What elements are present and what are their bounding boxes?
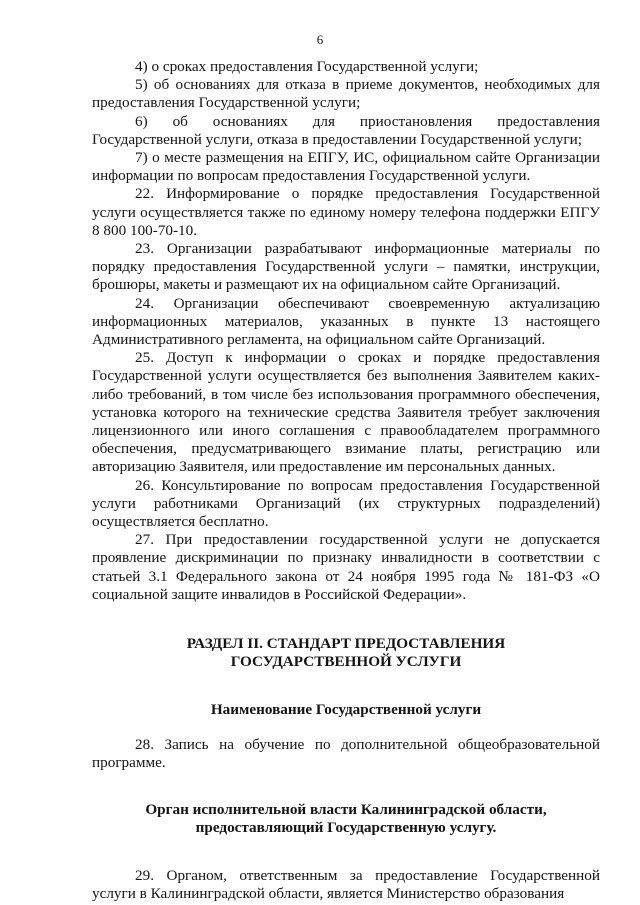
paragraph-28: 28. Запись на обучение по дополнительной общеобразовательной программе. [92, 735, 600, 771]
list-item-suspension-grounds: 6) об основаниях для приостановления предоставления Государственной услуги, отказа в предоставлении Государственной услуги; [92, 112, 600, 148]
list-item-refusal-grounds: 5) об основаниях для отказа в приеме документов, необходимых для предоставления Государственной услуги; [92, 76, 600, 112]
section-heading-line-2: ГОСУДАРСТВЕННОЙ УСЛУГИ [230, 653, 462, 671]
paragraph-27: 27. При предоставлении государственной услуги не допускается проявление дискриминации по признаку инвалидности в соответствии с статьей 3.1 Федерального закона от 24 ноября 1995 года № 181-ФЗ «О социальной защите инвалидов в Российской Федерации». [92, 531, 600, 603]
subheading-authority-line-1: Орган исполнительной власти Калининградской области, [145, 801, 547, 819]
paragraph-25: 25. Доступ к информации о сроках и порядке предоставления Государственной услуги осуществляется без выполнения Заявителем каких-либо требований, в том числе без использования программного обеспечения, установка которого на технические средства Заявителя требует заключения лицензионного или иного соглашения с правообладателем программного обеспечения, предусматривающего взимание платы, регистрацию или авторизацию Заявителя, или предоставление им персональных данных. [92, 349, 600, 476]
paragraph-26: 26. Консультирование по вопросам предоставления Государственной услуги работниками Организаций (их структурных подразделений) осуществляется бесплатно. [92, 476, 600, 531]
paragraph-22: 22. Информирование о порядке предоставления Государственной услуги осуществляется также по единому номеру телефона поддержки ЕПГУ 8 800 100-70-10. [92, 185, 600, 239]
page-number: 6 [316, 32, 324, 47]
subheading-authority-line-2: предоставляющий Государственную услугу. [195, 819, 497, 837]
paragraph-23: 23. Организации разрабатывают информационные материалы по порядку предоставления Государственной услуги – памятки, инструкции, брошюры, макеты и размещают их на официальном сайте Организаций. [92, 240, 600, 294]
list-item-publication-place: 7) о месте размещения на ЕПГУ, ИС, официальном сайте Организации информации по вопросам предоставления Государственной услуги. [92, 149, 600, 185]
document-body [92, 58, 600, 903]
subheading-service-name: Наименование Государственной услуги [210, 700, 482, 718]
paragraph-24: 24. Организации обеспечивают своевременную актуализацию информационных материалов, указанных в пункте 13 настоящего Административного регламента, на официальном сайте Организаций. [92, 294, 600, 349]
section-heading [92, 635, 600, 671]
paragraph-29: 29. Органом, ответственным за предоставление Государственной услуги в Калининградской области, является Министерство образования [92, 866, 600, 902]
list-item-terms: 4) о сроках предоставления Государственной услуги; [135, 58, 479, 75]
section-heading-line-1: РАЗДЕЛ II. СТАНДАРТ ПРЕДОСТАВЛЕНИЯ [186, 635, 506, 653]
subheading-authority [92, 801, 600, 837]
